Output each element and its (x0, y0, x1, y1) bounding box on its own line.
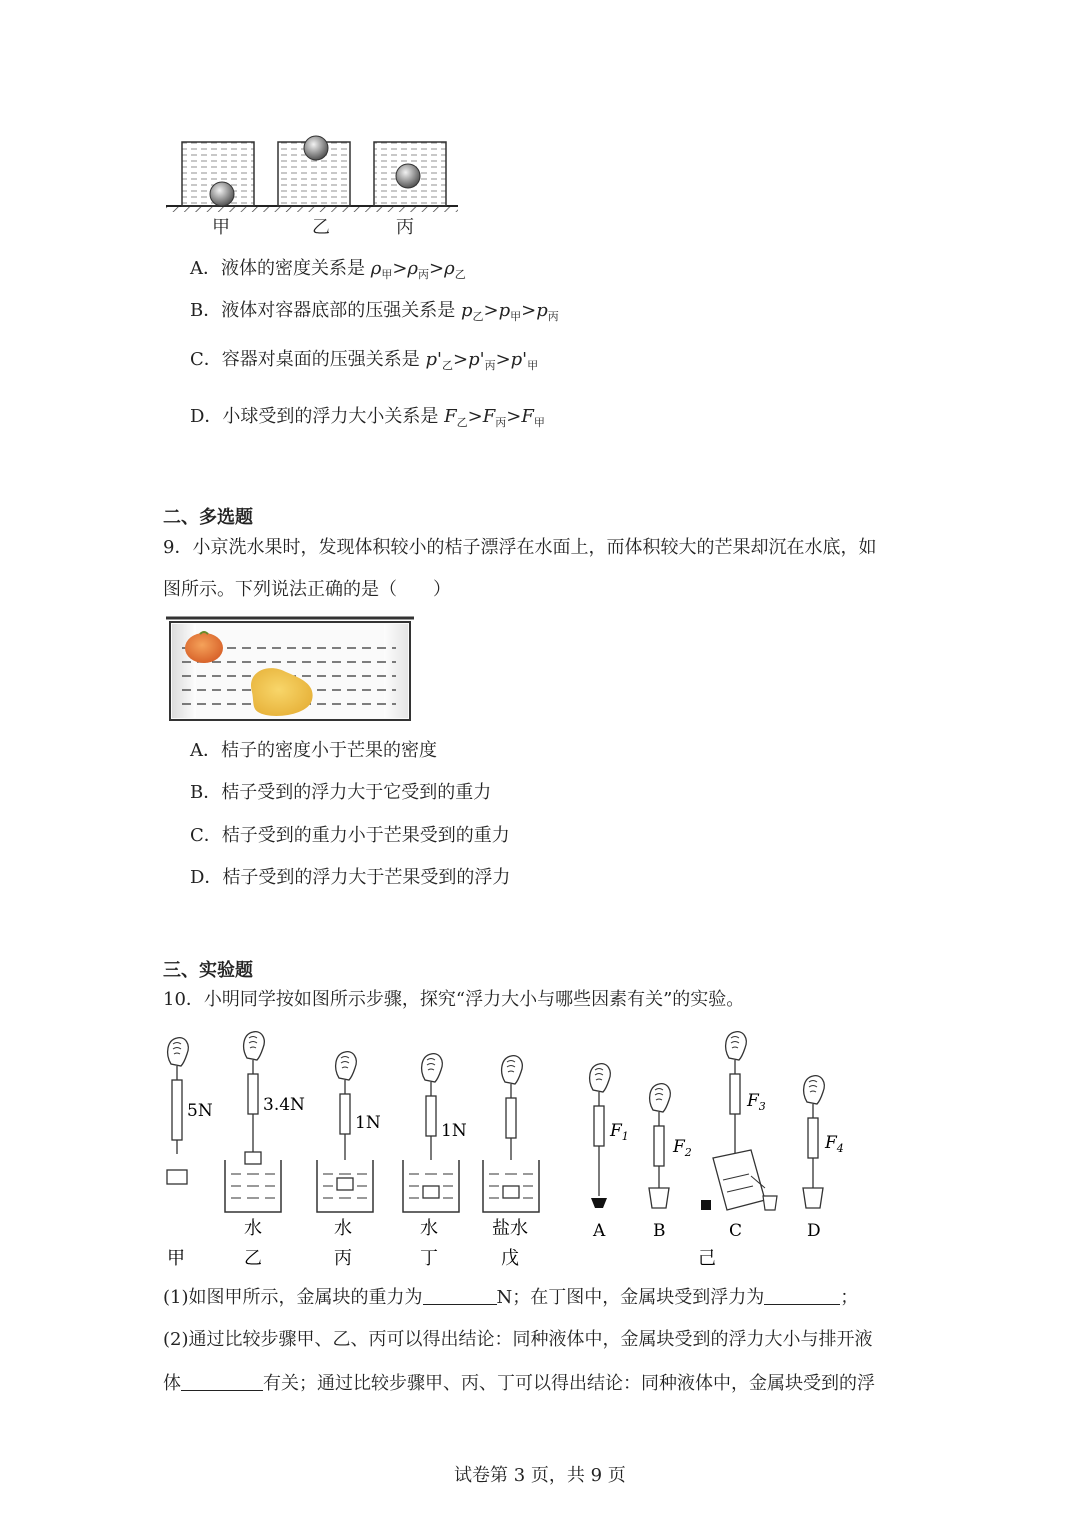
q10-part1: (1)如图甲所示，金属块的重力为 N；在丁图中，金属块受到浮力为 ； (163, 1287, 859, 1308)
step-label-wu: 戊 (501, 1248, 519, 1269)
force-f2: $F_2$ (673, 1137, 692, 1159)
q8-option-a: A．液体的密度关系是 $\rho_甲>\rho_丙>\rho_乙$ (190, 258, 466, 281)
reading-bing: 1N (355, 1113, 381, 1133)
q9-option-a: A．桔子的密度小于芒果的密度 (190, 740, 437, 761)
container-jia (182, 142, 254, 206)
label-b: B (653, 1221, 666, 1241)
q8-option-c: C．容器对桌面的压强关系是 $p'_乙>p'_丙>p'_甲$ (190, 349, 539, 372)
liquid-bing: 水 (334, 1218, 352, 1239)
step-b (649, 1084, 670, 1208)
q10-part2-line1: (2)通过比较步骤甲、乙、丙可以得出结论：同种液体中，金属块受到的浮力大小与排开液 (163, 1329, 873, 1350)
step-label-jia: 甲 (167, 1248, 185, 1269)
q9-option-b: B．桔子受到的浮力大于它受到的重力 (190, 782, 492, 803)
section-title-experiment: 三、实验题 (163, 960, 253, 981)
fig8-label-jia: 甲 (212, 217, 230, 238)
reading-yi: 3.4N (263, 1095, 305, 1115)
orange (185, 633, 223, 663)
step-wu (483, 1056, 539, 1212)
step-label-ding: 丁 (420, 1248, 438, 1269)
page-footer: 试卷第 3 页，共 9 页 (454, 1465, 626, 1486)
answer-blank-buoyancy[interactable] (764, 1288, 840, 1305)
force-f1: $F_1$ (610, 1121, 629, 1143)
q10-part2-line2: 体 有关；通过比较步骤甲、丙、丁可以得出结论：同种液体中，金属块受到的浮 (163, 1373, 875, 1394)
step-a (590, 1064, 611, 1208)
answer-blank-volume[interactable] (181, 1374, 263, 1391)
label-d: D (807, 1221, 821, 1241)
container-yi (278, 136, 350, 206)
force-f4: $F_4$ (825, 1133, 844, 1155)
fig9-fruit-basin (160, 612, 422, 724)
q8-option-d: D．小球受到的浮力大小关系是 $F_乙>F_丙>F_甲$ (190, 406, 545, 429)
label-a: A (593, 1221, 606, 1241)
section-title-multiple-choice: 二、多选题 (163, 507, 253, 528)
q9-stem-line1: 9．小京洗水果时，发现体积较小的桔子漂浮在水面上，而体积较大的芒果却沉在水底，如 (163, 537, 877, 558)
q10-stem: 10．小明同学按如图所示步骤，探究“浮力大小与哪些因素有关”的实验。 (163, 989, 745, 1010)
answer-blank-weight[interactable] (423, 1288, 497, 1305)
q9-stem-line2: 图所示。下列说法正确的是（ ） (163, 579, 451, 600)
fig8-label-bing: 丙 (396, 217, 414, 238)
step-label-bing: 丙 (334, 1248, 352, 1269)
step-c (701, 1032, 777, 1210)
q8-option-b: B．液体对容器底部的压强关系是 $p_乙>p_甲>p_丙$ (190, 300, 559, 323)
liquid-yi: 水 (244, 1218, 262, 1239)
step-jia (167, 1038, 188, 1184)
container-bing (374, 142, 446, 206)
q9-option-c: C．桔子受到的重力小于芒果受到的重力 (190, 825, 510, 846)
force-f3: $F_3$ (747, 1091, 766, 1113)
liquid-wu: 盐水 (492, 1218, 528, 1239)
label-c: C (729, 1221, 743, 1241)
step-label-ji: 己 (698, 1248, 716, 1269)
reading-ding: 1N (441, 1121, 467, 1141)
step-yi (225, 1032, 281, 1212)
liquid-ding: 水 (420, 1218, 438, 1239)
fig10-experiment-steps (155, 1030, 865, 1270)
fig8-label-yi: 乙 (312, 217, 330, 238)
reading-jia: 5N (187, 1101, 213, 1121)
q9-option-d: D．桔子受到的浮力大于芒果受到的浮力 (190, 867, 511, 888)
step-label-yi: 乙 (244, 1248, 262, 1269)
step-d (803, 1076, 824, 1208)
